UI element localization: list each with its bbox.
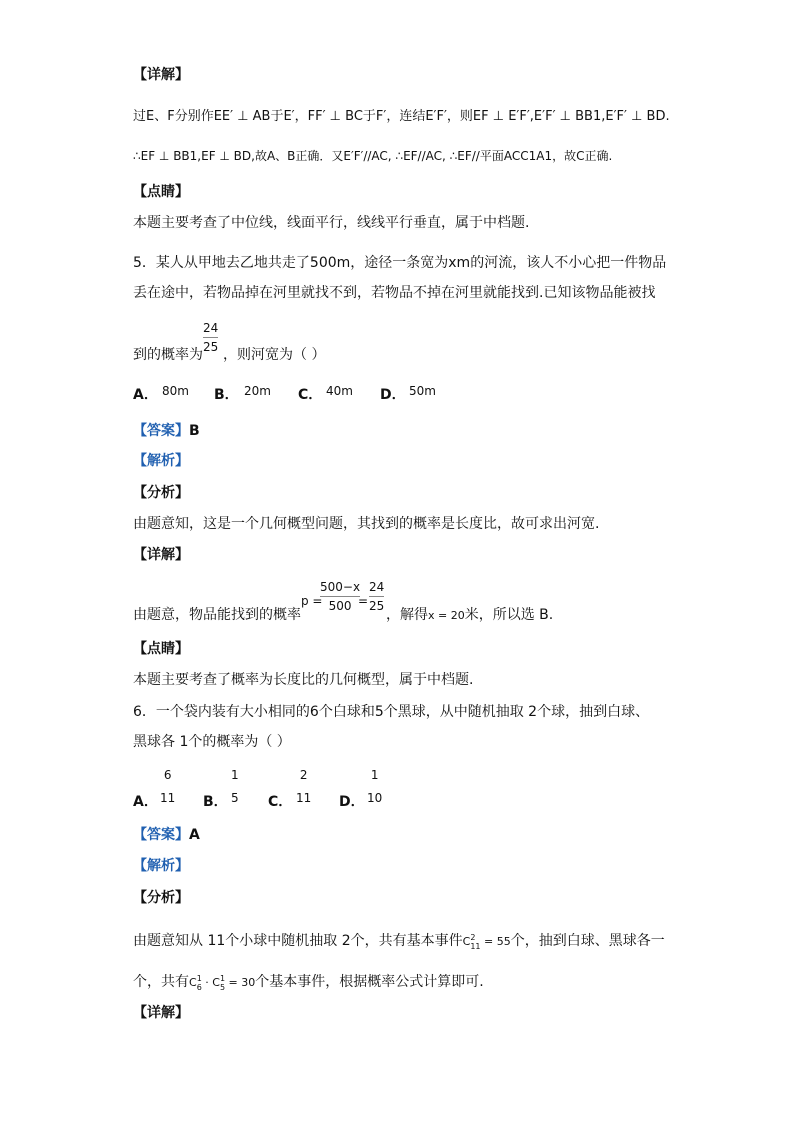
option-label: C． [268,794,293,810]
formula-c: C [462,935,471,948]
option-b[interactable] [203,793,228,811]
option-label: B． [203,794,228,810]
fraction-denominator: 11 [296,791,312,805]
option-label: D． [380,387,406,403]
formula-sup: 2 [470,933,476,942]
question-stem: 丢在途中，若物品掉在河里就找不到，若物品不掉在河里就能找到.已知该物品能被找 [133,285,656,301]
fraction-denominator: 500 [328,599,352,613]
option-label: D． [339,794,365,810]
comment-heading: 【点睛】 [133,641,189,657]
analysis-text: 由题意知从 11个小球中随机抽取 2个，共有基本事件 [133,933,463,949]
detail-heading: 【详解】 [133,67,189,83]
formula-eq: = 30 [225,976,256,989]
option-label: B． [214,387,239,403]
formula-fraction [320,580,360,613]
fraction-numerator: 2 [299,768,308,782]
option-fraction [231,768,239,805]
option-a[interactable] [133,793,158,811]
question-stem: 黑球各 1个的概率为（ ） [133,734,291,750]
answer-line [133,826,200,844]
formula-c: C [189,976,197,989]
stem-text: ，则河宽为（ ） [223,347,326,363]
fraction-numerator: 24 [369,580,385,594]
option-value: 80m [162,384,189,398]
detail-text: 米，所以选 B. [464,607,554,623]
fraction-numerator: 1 [231,768,239,782]
option-value: 40m [326,384,353,398]
fraction-denominator: 11 [160,791,176,805]
formula-sub: 11 [470,942,481,951]
option-d[interactable] [380,386,406,404]
option-a[interactable] [133,386,158,404]
option-label: A． [133,794,158,810]
formula-sub: 5 [219,983,226,992]
detail-text: ，解得 [386,607,428,623]
formula-sup: 1 [219,974,226,983]
detail-line [133,108,670,126]
option-fraction [296,768,311,805]
analysis-tag: 【解析】 [133,453,189,469]
formula-dot: · C [201,976,220,989]
detail-line: 由题意，物品能找到的概率 [133,607,301,623]
analysis-text: 由题意知，这是一个几何概型问题，其找到的概率是长度比，故可求出河宽. [133,516,600,532]
answer-line [133,422,200,440]
formula-fraction [369,580,384,613]
option-value: 50m [409,384,436,398]
analysis-heading: 【分析】 [133,890,189,906]
analysis-line [133,973,484,992]
analysis-heading: 【分析】 [133,485,189,501]
comment-heading: 【点睛】 [133,184,189,200]
formula-x: x = 20 [428,609,465,622]
fraction-numerator: 24 [203,321,219,335]
formula-sup: 1 [196,974,202,983]
fraction-numerator: 500−x [320,580,361,594]
detail-heading: 【详解】 [133,1005,189,1021]
option-label: A． [133,387,158,403]
fraction-denominator: 5 [231,791,239,805]
analysis-text: 个，共有 [133,974,189,990]
comment-text: 本题主要考查了概率为长度比的几何概型，属于中档题. [133,672,474,688]
fraction-denominator: 25 [369,599,385,613]
option-d[interactable] [339,793,365,811]
detail-text-1: 过E、F分别作EE′ ⊥ AB于E′，FF′ ⊥ BC于F′，连结E′F′，则EF ⊥ E′F′,E′F′ ⊥ BB1,E′F′ ⊥ BD. [133,109,670,124]
formula-equals: = [358,594,369,608]
fraction-denominator: 10 [367,791,383,805]
analysis-line [133,932,665,951]
option-fraction [160,768,175,805]
analysis-text: 个基本事件，根据概率公式计算即可. [255,974,484,990]
detail-line [133,147,612,165]
combination-formula [462,933,511,951]
formula-eq: = 55 [480,935,511,948]
answer-value: A [189,827,200,843]
question-stem: 6．一个袋内装有大小相同的6个白球和5个黑球，从中随机抽取 2个球，抽到白球、 [133,704,650,720]
detail-text-2: ∴EF ⊥ BB1,EF ⊥ BD,故A、B正确．又E′F′//AC, ∴EF//AC, ∴EF//平面ACC1A1，故C正确. [133,149,613,163]
stem-text: 到的概率为 [133,347,203,363]
combination-formula [189,974,256,992]
answer-value: B [189,423,200,439]
option-c[interactable] [298,386,322,404]
answer-tag: 【答案】 [133,423,189,439]
option-c[interactable] [268,793,292,811]
question-stem: 5．某人从甲地去乙地共走了500m，途径一条宽为xm的河流，该人不小心把一件物品 [133,255,667,271]
fraction-numerator: 1 [370,768,379,782]
comment-text: 本题主要考查了中位线，线面平行，线线平行垂直，属于中档题. [133,215,530,231]
formula-sub: 6 [196,983,202,992]
analysis-text: 个，抽到白球、黑球各一 [510,933,665,949]
formula-p: p = [301,594,323,608]
answer-tag: 【答案】 [133,827,189,843]
detail-line [386,606,553,625]
question-stem [133,346,325,364]
option-label: C． [298,387,323,403]
option-value: 20m [244,384,271,398]
fraction-numerator: 6 [163,768,172,782]
fraction-denominator: 25 [203,340,219,354]
option-b[interactable] [214,386,239,404]
option-fraction [367,768,382,805]
analysis-tag: 【解析】 [133,858,189,874]
detail-heading: 【详解】 [133,547,189,563]
